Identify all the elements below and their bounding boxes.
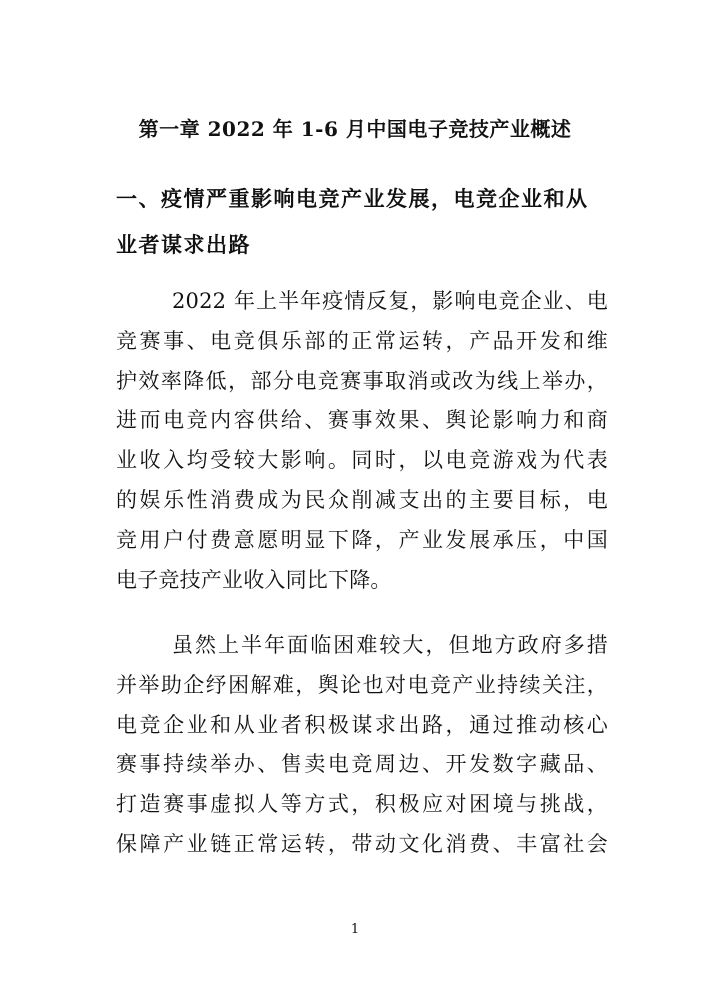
paragraph-line: 电子竞技产业收入同比下降。 bbox=[116, 567, 392, 592]
paragraph-line: 竞赛事、电竞俱乐部的正常运转，产品开发和维 bbox=[116, 328, 608, 353]
paragraph-line: 并举助企纾困解难，舆论也对电竞产业持续关注， bbox=[116, 672, 608, 697]
paragraph-line: 保障产业链正常运转，带动文化消费、丰富社会 bbox=[116, 831, 608, 856]
paragraph-line: 业收入均受较大影响。同时，以电竞游戏为代表 bbox=[116, 448, 608, 473]
paragraph-line: 打造赛事虚拟人等方式，积极应对困境与挑战， bbox=[116, 792, 608, 817]
section-heading bbox=[116, 176, 608, 268]
section-heading-line: 一、疫情严重影响电竞产业发展，电竞企业和从 bbox=[116, 186, 589, 211]
paragraph-line: 的娱乐性消费成为民众削减支出的主要目标，电 bbox=[116, 487, 608, 512]
body-paragraph bbox=[116, 282, 608, 600]
paragraph-line: 护效率降低，部分电竞赛事取消或改为线上举办， bbox=[116, 368, 608, 393]
paragraph-line: 赛事持续举办、售卖电竞周边、开发数字藏品、 bbox=[116, 752, 608, 777]
page-number: 1 bbox=[350, 922, 360, 937]
paragraph-line: 进而电竞内容供给、赛事效果、舆论影响力和商 bbox=[116, 408, 608, 433]
body-paragraph bbox=[116, 626, 608, 865]
chapter-title: 第一章 2022 年 1-6 月中国电子竞技产业概述 bbox=[138, 117, 572, 141]
paragraph-line: 电竞企业和从业者积极谋求出路，通过推动核心 bbox=[116, 712, 608, 737]
paragraph-line: 2022 年上半年疫情反复，影响电竞企业、电 bbox=[172, 289, 608, 313]
paragraph-line: 竞用户付费意愿明显下降，产业发展承压，中国 bbox=[116, 527, 608, 552]
section-heading-line: 业者谋求出路 bbox=[116, 232, 251, 257]
paragraph-line: 虽然上半年面临困难较大，但地方政府多措 bbox=[172, 633, 608, 657]
